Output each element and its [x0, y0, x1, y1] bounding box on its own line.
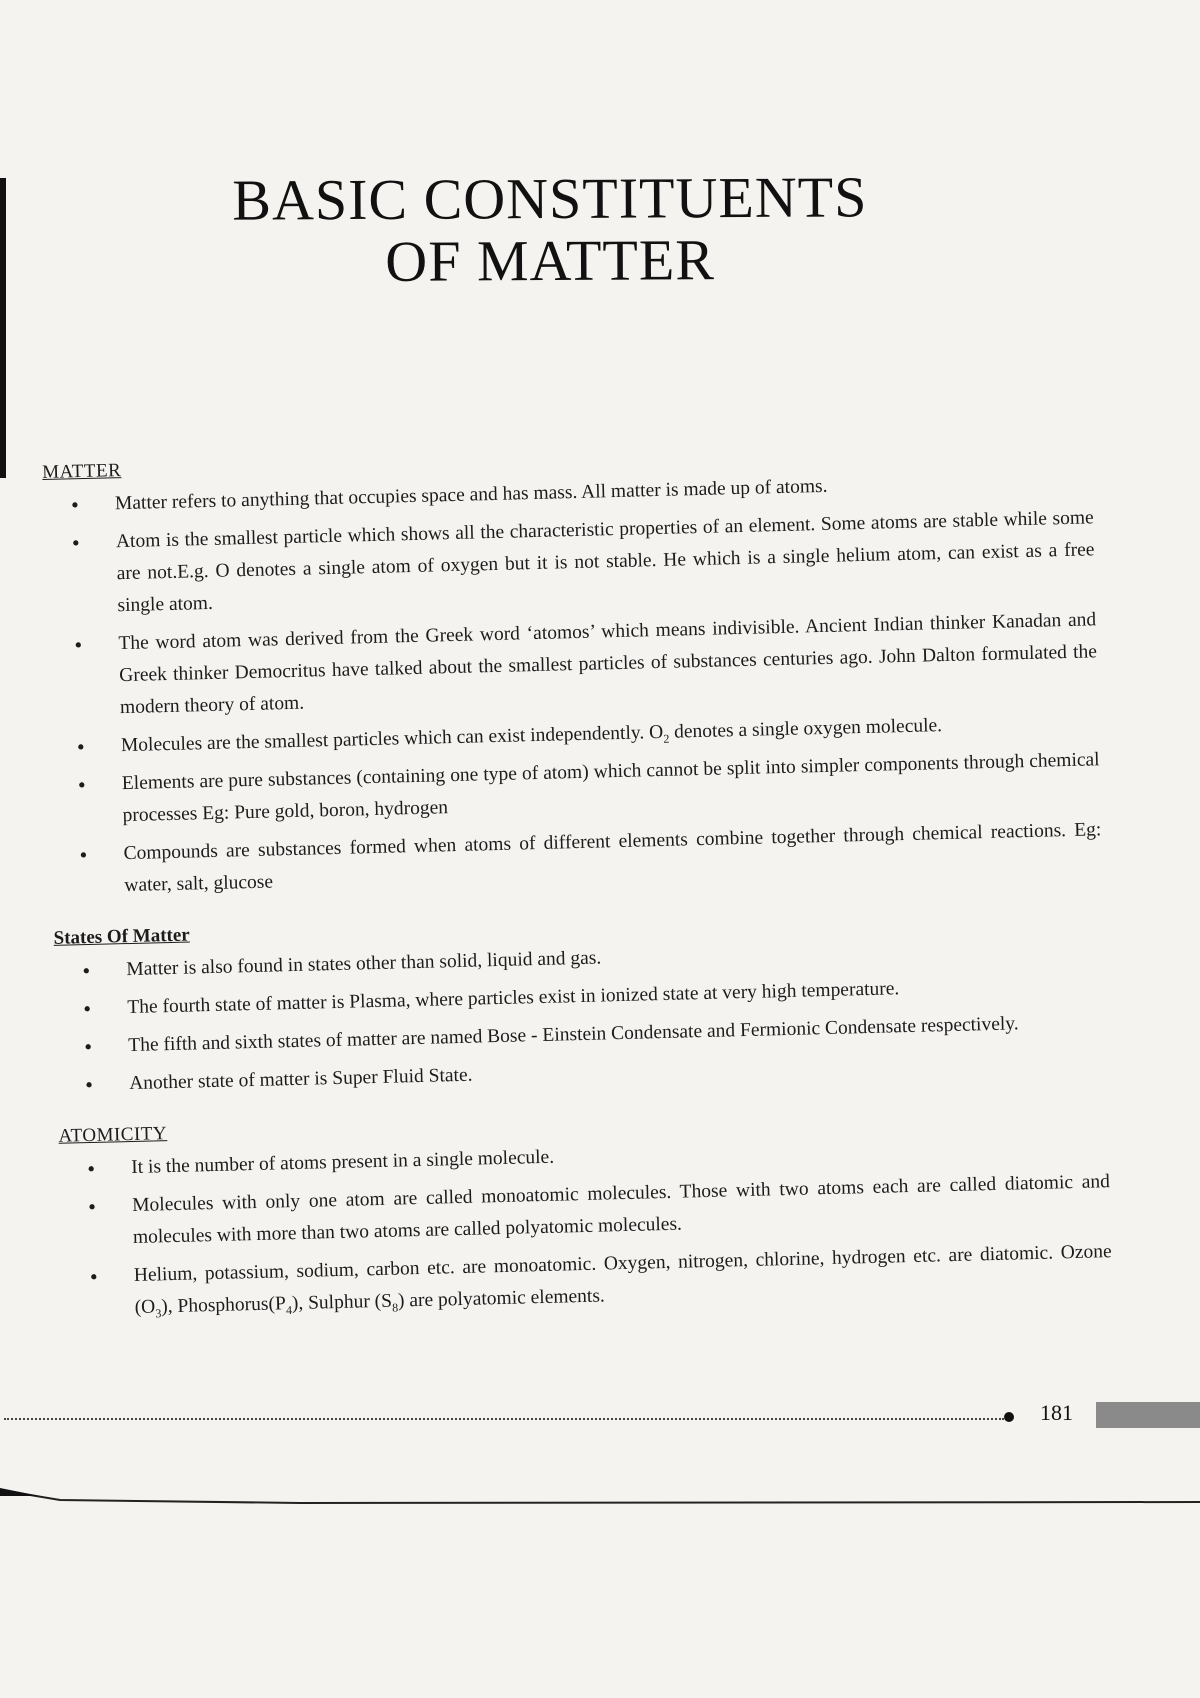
text-segment: ), Sulphur (S: [291, 1290, 393, 1315]
section-matter: [42, 436, 1102, 904]
heading-atomicity: ATOMICITY: [58, 1123, 168, 1147]
text-segment: ) are polyatomic elements.: [397, 1285, 606, 1312]
list-item: • Another state of matter is Super Fluid State.: [57, 1044, 1107, 1102]
text-segment: Molecules are the smallest particles which can exist independently. O: [120, 721, 664, 757]
heading-matter: MATTER: [42, 460, 122, 483]
subscript: 8: [391, 1300, 399, 1315]
title-line-2: OF MATTER: [385, 227, 716, 294]
list-item: • The fifth and sixth states of matter are named Bose - Einstein Condensate and Fermionic Condensate respectively.: [56, 1006, 1106, 1064]
footer-gray-bar: [1096, 1402, 1200, 1428]
list-item: • Elements are pure substances (containing one type of atom) which cannot be split into simpler components through chemical processes Eg: Pure gold, boron, hydrogen: [50, 744, 1101, 834]
title-line-1: BASIC CONSTITUENTS: [232, 164, 868, 233]
subscript: 3: [155, 1306, 162, 1321]
matter-list: [43, 464, 1103, 904]
page-bottom-edge: [0, 1488, 1200, 1504]
footer-dotted-rule: [4, 1418, 1004, 1420]
page-number: 181: [1040, 1400, 1073, 1425]
states-list: [54, 930, 1107, 1102]
page-title: [150, 166, 951, 294]
list-item: • The fourth state of matter is Plasma, where particles exist in ionized state at very high temperature.: [55, 968, 1105, 1026]
section-states: [53, 902, 1107, 1102]
subscript: 2: [663, 731, 670, 746]
text-segment: Helium, potassium, sodium, carbon etc. are monoatomic. Oxygen, nitrogen, chlorine, hydrogen etc. are diatomic. Ozone (O: [133, 1241, 1112, 1318]
atomicity-list: [59, 1128, 1113, 1326]
heading-states-of-matter: States Of Matter: [53, 924, 190, 949]
list-item: • Compounds are substances formed when atoms of different elements combine together through chemical reactions. Eg: water, salt, glucose: [51, 814, 1102, 904]
page-content: [42, 436, 1113, 1349]
text-segment: ), Phosphorus(P: [160, 1293, 287, 1318]
subscript: 4: [285, 1303, 293, 1318]
text-segment: denotes a single oxygen molecule.: [673, 715, 943, 743]
page-footer: [0, 1400, 1200, 1440]
page-left-shadow: [0, 178, 6, 478]
list-item: • Atom is the smallest particle which shows all the characteristic properties of an element. Some atoms are stable while some are not.E.g. O denotes a single atom of oxygen but it is not stable. He which is a single helium atom, can exist as a free single atom.: [44, 502, 1096, 624]
list-item: • It is the number of atoms present in a single molecule.: [59, 1128, 1109, 1186]
list-item: • The word atom was derived from the Greek word ‘atomos’ which means indivisible. Ancient Indian thinker Kanadan and Greek thinker Democritus have talked about the smallest particles of substances centuries ago. John Dalton formulated the modern theory of atom.: [46, 604, 1098, 726]
section-atomicity: [58, 1100, 1113, 1326]
list-item: • Molecules with only one atom are called monoatomic molecules. Those with two atoms each are called diatomic and molecules with more than two atoms are called polyatomic molecules.: [60, 1166, 1111, 1256]
footer-bullet-icon: [1004, 1412, 1014, 1422]
list-item: • Matter refers to anything that occupies space and has mass. All matter is made up of atoms.: [43, 464, 1093, 522]
list-item: • Matter is also found in states other than solid, liquid and gas.: [54, 930, 1104, 988]
